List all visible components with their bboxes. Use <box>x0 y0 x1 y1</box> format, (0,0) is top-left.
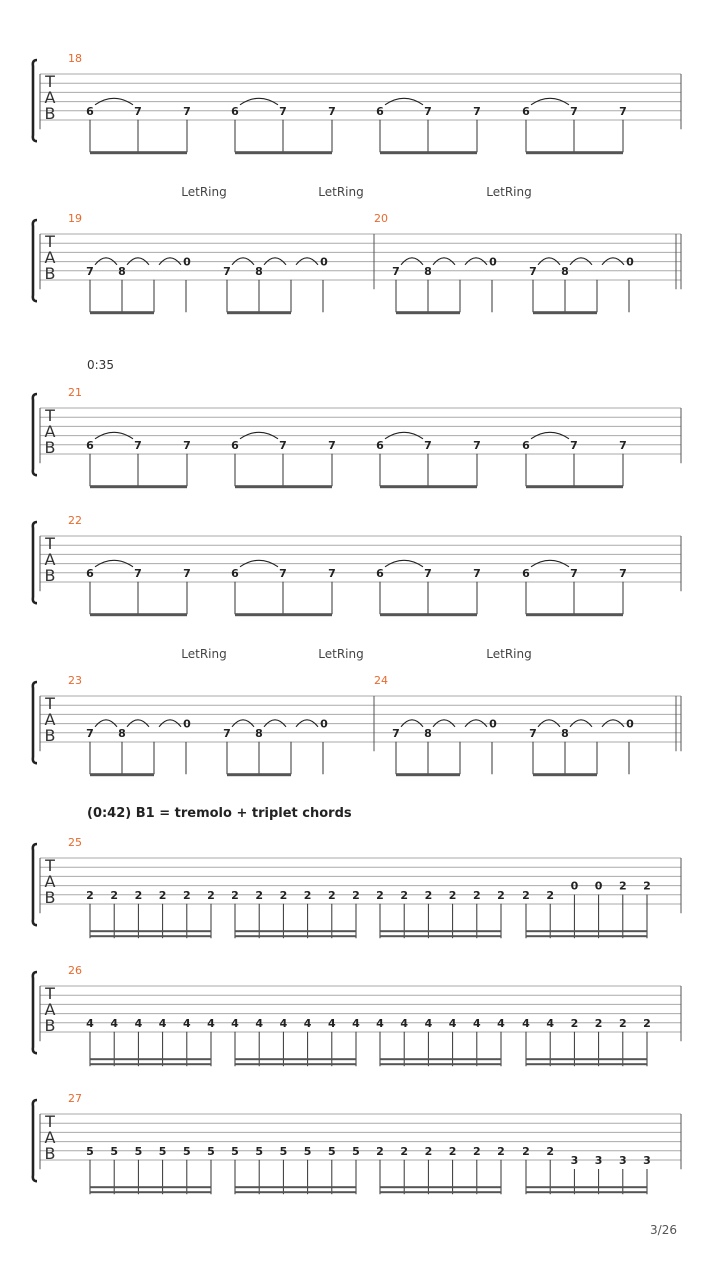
fret-number: 7 <box>619 104 627 118</box>
fret-number: 4 <box>497 1016 505 1030</box>
fret-number: 7 <box>424 104 432 118</box>
fret-number: 2 <box>86 888 94 902</box>
fret-number: 4 <box>522 1016 530 1030</box>
note-beam <box>380 1058 501 1060</box>
fret-number: 4 <box>134 1016 143 1030</box>
fret-number: 5 <box>207 1144 215 1158</box>
fret-number: 5 <box>182 1144 191 1158</box>
tab-clef-letter: A <box>44 1128 56 1147</box>
fret-number: 4 <box>424 1016 433 1030</box>
fret-number: 2 <box>448 888 457 902</box>
fret-number: 7 <box>86 726 94 740</box>
fret-number: 0 <box>320 717 328 731</box>
fret-number: 2 <box>424 888 433 902</box>
note-beam <box>235 151 332 154</box>
fret-number: 0 <box>626 717 634 731</box>
tab-clef-letter: T <box>45 72 55 91</box>
fret-number: 7 <box>529 726 537 740</box>
fret-number: 4 <box>546 1016 555 1030</box>
fret-number: 2 <box>497 1144 505 1158</box>
fret-number: 2 <box>255 888 264 902</box>
tab-clef-letter: T <box>45 406 55 425</box>
system-bracket <box>33 1100 37 1181</box>
fret-number: 2 <box>618 1016 627 1030</box>
beat-group <box>223 718 328 777</box>
note-beam <box>235 485 332 488</box>
fret-number: 2 <box>643 879 651 893</box>
fret-number: 4 <box>231 1016 239 1030</box>
let-ring-label: LetRing <box>318 647 364 661</box>
beat-group <box>231 1145 360 1194</box>
fret-number: 7 <box>328 438 336 452</box>
fret-number: 8 <box>424 264 432 278</box>
tab-system <box>33 806 681 938</box>
note-beam <box>380 1063 501 1065</box>
fret-number: 7 <box>570 104 578 118</box>
beat-group <box>231 432 336 488</box>
fret-number: 6 <box>522 566 530 580</box>
system-bracket <box>33 394 37 475</box>
note-beam <box>90 1063 211 1065</box>
measure-number: 23 <box>68 674 82 687</box>
page-number: 3/26 <box>650 1223 677 1237</box>
system-bracket <box>33 60 37 141</box>
systems-layer <box>33 52 681 1194</box>
tab-clef-letter: A <box>44 422 56 441</box>
beat-group <box>376 98 481 154</box>
beat-group <box>376 889 505 938</box>
fret-number: 5 <box>279 1144 288 1158</box>
note-beam <box>90 930 211 932</box>
fret-number: 7 <box>473 438 481 452</box>
fret-number: 5 <box>86 1144 94 1158</box>
note-beam <box>526 1186 647 1188</box>
measure-number: 22 <box>68 514 82 527</box>
fret-number: 2 <box>376 888 384 902</box>
note-beam <box>235 935 356 937</box>
fret-number: 7 <box>392 264 400 278</box>
fret-number: 7 <box>134 566 142 580</box>
let-ring-label: LetRing <box>181 647 227 661</box>
fret-number: 4 <box>303 1016 312 1030</box>
tab-clef-letter: T <box>45 984 55 1003</box>
beat-group <box>86 1145 215 1194</box>
fret-number: 7 <box>328 104 336 118</box>
note-beam <box>526 1191 647 1193</box>
tab-clef-letter: T <box>45 694 55 713</box>
beat-group <box>86 432 191 488</box>
fret-number: 7 <box>473 104 481 118</box>
fret-number: 4 <box>182 1016 191 1030</box>
fret-number: 2 <box>448 1144 457 1158</box>
tab-system <box>33 52 681 154</box>
beat-group <box>86 889 215 938</box>
note-beam <box>396 311 460 314</box>
fret-number: 2 <box>643 1016 651 1030</box>
fret-number: 2 <box>303 888 312 902</box>
tab-system <box>33 964 681 1066</box>
fret-number: 6 <box>231 438 239 452</box>
fret-number: 7 <box>183 438 191 452</box>
fret-number: 2 <box>472 888 481 902</box>
fret-number: 2 <box>546 1144 555 1158</box>
fret-number: 2 <box>497 888 505 902</box>
fret-number: 4 <box>448 1016 457 1030</box>
note-beam <box>526 935 647 937</box>
beat-group <box>392 718 497 777</box>
tab-clef-letter: T <box>45 232 55 251</box>
note-beam <box>235 1191 356 1193</box>
fret-number: 2 <box>158 888 167 902</box>
fret-number: 6 <box>376 566 384 580</box>
fret-number: 7 <box>183 566 191 580</box>
note-beam <box>526 1058 647 1060</box>
beat-group <box>529 718 634 777</box>
fret-number: 7 <box>570 438 578 452</box>
fret-number: 2 <box>352 888 360 902</box>
note-beam <box>380 935 501 937</box>
measure-number: 20 <box>374 212 388 225</box>
fret-number: 7 <box>134 438 142 452</box>
tab-clef-letter: A <box>44 872 56 891</box>
system-bracket <box>33 682 37 763</box>
beat-group <box>522 1017 651 1066</box>
beat-group <box>86 560 191 616</box>
system-bracket <box>33 844 37 925</box>
fret-number: 0 <box>626 255 634 269</box>
let-ring-label: LetRing <box>486 185 532 199</box>
fret-number: 0 <box>183 255 191 269</box>
note-beam <box>90 311 154 314</box>
fret-number: 2 <box>618 879 627 893</box>
fret-number: 2 <box>110 888 119 902</box>
beat-group <box>231 98 336 154</box>
tab-system <box>33 358 681 488</box>
fret-number: 8 <box>118 264 126 278</box>
tab-clef-letter: A <box>44 710 56 729</box>
let-ring-label: LetRing <box>181 185 227 199</box>
beat-group <box>86 256 191 315</box>
fret-number: 3 <box>594 1154 603 1167</box>
fret-number: 7 <box>223 264 231 278</box>
measure-number: 18 <box>68 52 82 65</box>
fret-number: 8 <box>561 264 569 278</box>
tab-clef-letter: B <box>44 104 56 123</box>
measure-number: 19 <box>68 212 82 225</box>
tab-system <box>33 1092 681 1194</box>
fret-number: 3 <box>570 1154 579 1167</box>
note-beam <box>90 1186 211 1188</box>
tab-clef-letter: B <box>44 438 56 457</box>
fret-number: 7 <box>529 264 537 278</box>
tab-clef-letter: B <box>44 566 56 585</box>
fret-number: 0 <box>489 717 497 731</box>
note-beam <box>380 613 477 616</box>
fret-number: 4 <box>352 1016 360 1030</box>
fret-number: 7 <box>279 566 287 580</box>
tab-clef-letter: A <box>44 550 56 569</box>
note-beam <box>380 1191 501 1193</box>
fret-number: 6 <box>231 104 239 118</box>
beat-group <box>522 98 627 154</box>
fret-number: 6 <box>376 438 384 452</box>
tab-clef-letter: A <box>44 1000 56 1019</box>
beat-group <box>231 1017 360 1066</box>
time-marker: 0:35 <box>87 358 114 372</box>
note-beam <box>526 151 623 154</box>
tab-system <box>33 185 681 314</box>
note-beam <box>227 773 291 776</box>
fret-number: 2 <box>376 1144 384 1158</box>
fret-number: 7 <box>328 566 336 580</box>
fret-number: 8 <box>561 726 569 740</box>
fret-number: 7 <box>134 104 142 118</box>
let-ring-label: LetRing <box>318 185 364 199</box>
beat-group <box>231 560 336 616</box>
beat-group <box>86 718 191 777</box>
note-beam <box>380 930 501 932</box>
fret-number: 4 <box>255 1016 264 1030</box>
note-beam <box>90 1191 211 1193</box>
fret-number: 4 <box>207 1016 215 1030</box>
fret-number: 7 <box>619 438 627 452</box>
fret-number: 4 <box>158 1016 167 1030</box>
fret-number: 2 <box>182 888 191 902</box>
note-beam <box>235 1063 356 1065</box>
note-beam <box>235 1058 356 1060</box>
fret-number: 2 <box>400 1144 409 1158</box>
fret-number: 4 <box>110 1016 119 1030</box>
fret-number: 7 <box>279 438 287 452</box>
beat-group <box>522 880 651 939</box>
fret-number: 5 <box>110 1144 119 1158</box>
fret-number: 7 <box>473 566 481 580</box>
beat-group <box>231 889 360 938</box>
fret-number: 2 <box>522 1144 530 1158</box>
fret-number: 7 <box>619 566 627 580</box>
tab-clef-letter: A <box>44 88 56 107</box>
fret-number: 7 <box>424 566 432 580</box>
fret-number: 8 <box>424 726 432 740</box>
fret-number: 8 <box>255 264 263 278</box>
fret-number: 7 <box>279 104 287 118</box>
fret-number: 5 <box>255 1144 264 1158</box>
fret-number: 2 <box>570 1016 579 1030</box>
tab-clef-letter: B <box>44 1144 56 1163</box>
fret-number: 5 <box>327 1144 336 1158</box>
section-label: (0:42) B1 = tremolo + triplet chords <box>87 806 352 821</box>
fret-number: 5 <box>303 1144 312 1158</box>
beat-group <box>86 1017 215 1066</box>
fret-number: 2 <box>424 1144 433 1158</box>
fret-number: 2 <box>327 888 336 902</box>
fret-number: 6 <box>86 566 94 580</box>
tab-clef-letter: B <box>44 1016 56 1035</box>
tab-clef-letter: B <box>44 726 56 745</box>
fret-number: 2 <box>594 1016 603 1030</box>
note-beam <box>526 930 647 932</box>
system-bracket <box>33 522 37 603</box>
note-beam <box>533 773 597 776</box>
fret-number: 2 <box>522 888 530 902</box>
note-beam <box>90 485 187 488</box>
note-beam <box>396 773 460 776</box>
note-beam <box>235 613 332 616</box>
note-beam <box>533 311 597 314</box>
fret-number: 8 <box>118 726 126 740</box>
fret-number: 6 <box>86 104 94 118</box>
fret-number: 6 <box>522 438 530 452</box>
fret-number: 6 <box>86 438 94 452</box>
tab-system <box>33 647 681 776</box>
beat-group <box>522 1145 651 1194</box>
note-beam <box>90 1058 211 1060</box>
beat-group <box>86 98 191 154</box>
tab-clef-letter: B <box>44 264 56 283</box>
fret-number: 2 <box>279 888 288 902</box>
beat-group <box>529 256 634 315</box>
fret-number: 0 <box>320 255 328 269</box>
fret-number: 7 <box>86 264 94 278</box>
fret-number: 4 <box>279 1016 288 1030</box>
fret-number: 3 <box>643 1154 651 1167</box>
measure-number: 26 <box>68 964 82 977</box>
beat-group <box>376 1017 505 1066</box>
beat-group <box>522 560 627 616</box>
beat-group <box>376 560 481 616</box>
fret-number: 4 <box>472 1016 481 1030</box>
note-beam <box>235 1186 356 1188</box>
tab-clef-letter: T <box>45 534 55 553</box>
beat-group <box>223 256 328 315</box>
system-bracket <box>33 220 37 301</box>
tab-clef-letter: T <box>45 856 55 875</box>
note-beam <box>90 935 211 937</box>
fret-number: 2 <box>134 888 143 902</box>
fret-number: 8 <box>255 726 263 740</box>
fret-number: 0 <box>183 717 191 731</box>
fret-number: 6 <box>376 104 384 118</box>
note-beam <box>380 485 477 488</box>
fret-number: 7 <box>424 438 432 452</box>
fret-number: 0 <box>594 879 603 893</box>
fret-number: 2 <box>400 888 409 902</box>
fret-number: 0 <box>489 255 497 269</box>
note-beam <box>90 613 187 616</box>
system-bracket <box>33 972 37 1053</box>
fret-number: 6 <box>231 566 239 580</box>
fret-number: 5 <box>231 1144 239 1158</box>
note-beam <box>526 613 623 616</box>
beat-group <box>522 432 627 488</box>
fret-number: 2 <box>472 1144 481 1158</box>
beat-group <box>392 256 497 315</box>
fret-number: 0 <box>570 879 579 893</box>
measure-number: 27 <box>68 1092 82 1105</box>
fret-number: 4 <box>327 1016 336 1030</box>
fret-number: 7 <box>183 104 191 118</box>
fret-number: 5 <box>134 1144 143 1158</box>
note-beam <box>380 151 477 154</box>
note-beam <box>526 1063 647 1065</box>
beat-group <box>376 432 481 488</box>
note-beam <box>90 773 154 776</box>
tab-clef-letter: T <box>45 1112 55 1131</box>
fret-number: 7 <box>223 726 231 740</box>
note-beam <box>526 485 623 488</box>
measure-number: 25 <box>68 836 82 849</box>
fret-number: 6 <box>522 104 530 118</box>
fret-number: 2 <box>207 888 215 902</box>
fret-number: 3 <box>618 1154 627 1167</box>
note-beam <box>235 930 356 932</box>
tab-clef-letter: A <box>44 248 56 267</box>
fret-number: 2 <box>231 888 239 902</box>
note-beam <box>90 151 187 154</box>
fret-number: 4 <box>400 1016 409 1030</box>
fret-number: 7 <box>570 566 578 580</box>
note-beam <box>380 1186 501 1188</box>
let-ring-label: LetRing <box>486 647 532 661</box>
fret-number: 5 <box>158 1144 167 1158</box>
measure-number: 21 <box>68 386 82 399</box>
fret-number: 4 <box>376 1016 384 1030</box>
fret-number: 7 <box>392 726 400 740</box>
measure-number: 24 <box>374 674 388 687</box>
beat-group <box>376 1145 505 1194</box>
tab-clef-letter: B <box>44 888 56 907</box>
fret-number: 5 <box>352 1144 360 1158</box>
tab-system <box>33 514 681 616</box>
fret-number: 2 <box>546 888 555 902</box>
fret-number: 4 <box>86 1016 94 1030</box>
note-beam <box>227 311 291 314</box>
